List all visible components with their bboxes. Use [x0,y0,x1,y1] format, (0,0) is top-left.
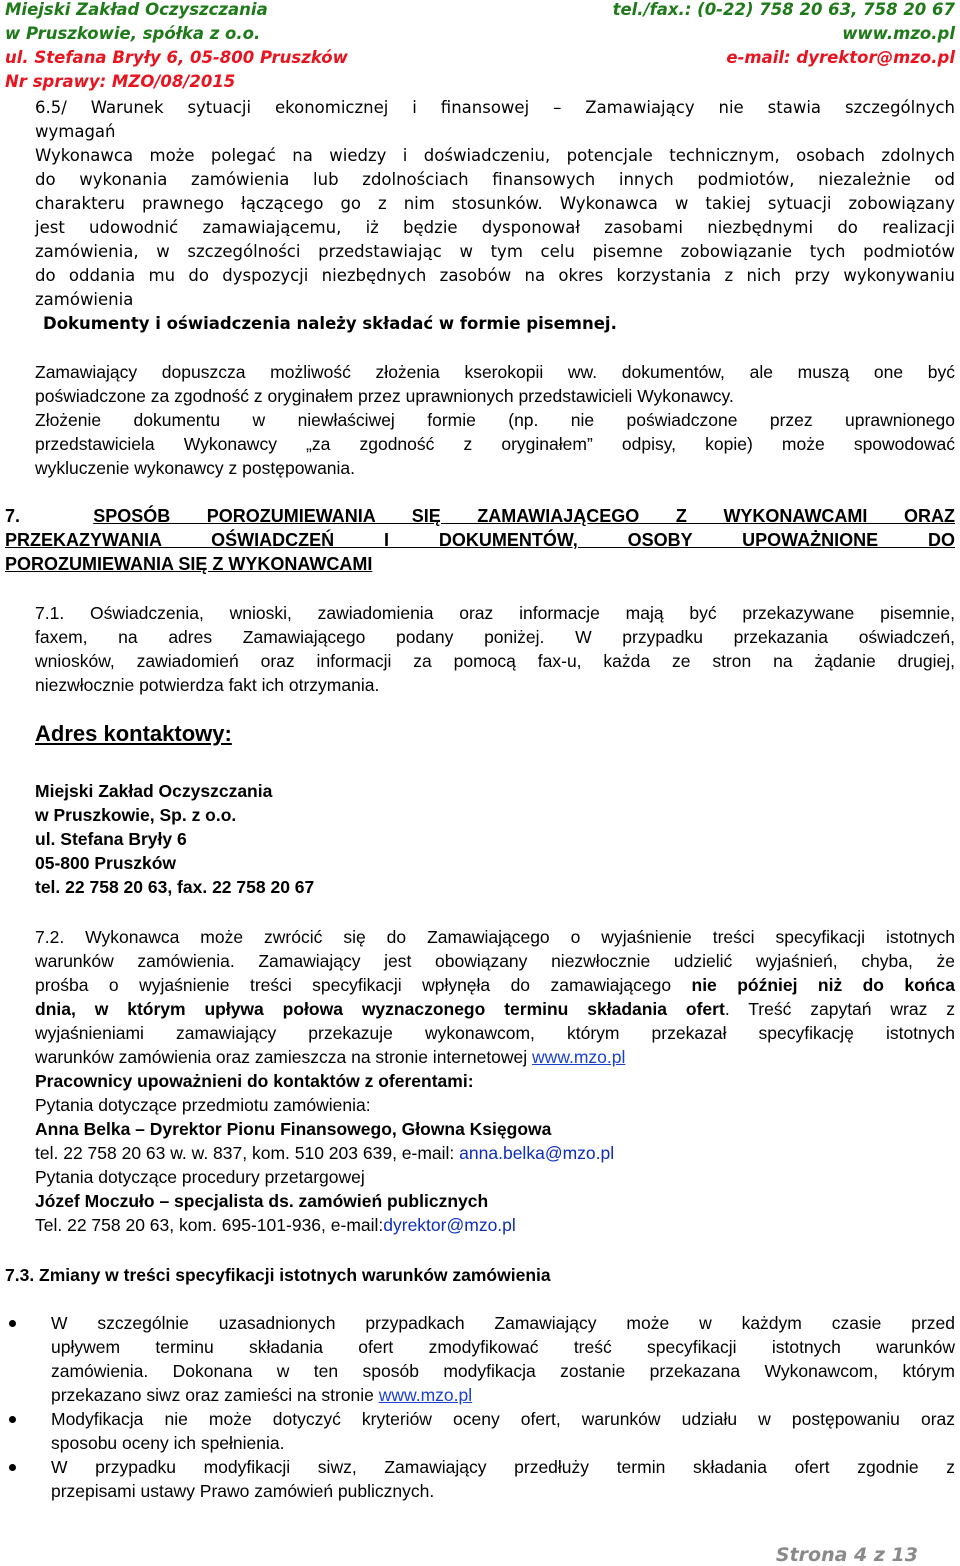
address-heading: Adres kontaktowy: [35,721,232,746]
section-title-line: PRZEKAZYWANIA OŚWIADCZEŃ I DOKUMENTÓW, OSOBY UPOWAŻNIONE DO [5,530,955,550]
list-line: zamówienia. Dokonana w ten sposób modyfikacja zostanie przekazana Wykonawcom, którym [51,1361,955,1381]
email-link[interactable] [383,1215,516,1235]
intro-line: 6.5/ Warunek sytuacji ekonomicznej i finansowej – Zamawiający nie stawia szczególnych [35,98,955,117]
email-link[interactable] [459,1143,614,1163]
paragraph-7-1 [35,601,955,697]
org-name: Miejski Zakład Oczyszczania [5,0,268,19]
phone-text: Tel. 22 758 20 63, kom. 695-101-936, e-mail: [35,1215,384,1235]
list-line: W szczególnie uzasadnionych przypadkach Zamawiający może w każdym czasie przed [51,1313,955,1333]
address-line: 05-800 Pruszków [35,853,177,873]
body-line: charakteru prawnego łączącego go z nim stosunków. Wykonawca w takiej sytuacji zobowiązany [35,194,955,213]
p71-line: niezwłocznie potwierdza fakt ich otrzymania. [35,675,380,695]
p71-line: 7.1. Oświadczenia, wnioski, zawiadomienia oraz informacje mają być przekazywane pisemnie, [35,603,955,623]
address-line: w Pruszkowie, Sp. z o.o. [35,805,237,825]
bullet-icon [9,1320,16,1327]
p71-line: faxem, na adres Zamawiającego podany poniżej. W przypadku przekazania oświadczeń, [35,627,955,647]
address-line: Miejski Zakład Oczyszczania [35,781,273,801]
email-part[interactable]: or@mzo.pl [430,1215,516,1235]
tel-fax: tel./fax.: (0-22) 758 20 63, 758 20 67 [612,0,955,19]
email-part[interactable]: @mzo.pl [544,1143,615,1163]
question-topic: Pytania dotyczące przedmiotu zamówienia: [35,1095,371,1115]
section-7-title [5,504,955,576]
paragraph-7-2 [35,925,955,1237]
p72-text: warunków zamówienia oraz zamieszcza na stronie internetowej [35,1047,533,1067]
body-line: do wykonania zamówienia lub zdolnościach finansowych innych podmiotów, niezależnie od [35,170,955,189]
p72-line: 7.2. Wykonawca może zwrócić się do Zamawiającego o wyjaśnienie treści specyfikacji istotnych [35,927,955,947]
email-part[interactable]: dyrekt [383,1215,431,1235]
list-item [5,1455,955,1503]
improper-line: Złożenie dokumentu w niewłaściwej formie (np. nie poświadczone przez uprawnionego [35,410,955,430]
copies-line: poświadczone za zgodność z oryginałem przez uprawnionych przedstawicieli Wykonawcy. [35,386,734,406]
contacts-heading: Pracownicy upoważnieni do kontaktów z oferentami: [35,1071,474,1091]
p72-line [35,997,955,1021]
p72-bold: dnia, w którym upływa połowa wyznaczonego terminu składania ofert [35,999,725,1019]
header-row-1 [5,0,955,20]
section-title-line: POROZUMIEWANIA SIĘ Z WYKONAWCAMI [5,554,373,574]
list-line: przepisami ustawy Prawo zamówień publicznych. [51,1481,435,1501]
list-item [5,1407,955,1455]
contact-person-phone [35,1141,955,1165]
website-link[interactable]: www.mzo.pl [378,1385,473,1405]
subsection-title: 7.3. Zmiany w treści specyfikacji istotnych warunków zamówienia [5,1265,551,1285]
section-6-5 [35,96,955,336]
email-part[interactable]: anna.belka [459,1143,545,1163]
p72-line: wyjaśnieniami zamawiający przekazuje wykonawcom, którym przekazał specyfikację istotnych [35,1023,955,1043]
p72-bold: nie później niż do końca [691,975,955,995]
section-7-3-title [5,1263,955,1287]
list-text: przekazano siwz oraz zamieści na stronie [51,1385,379,1405]
body-line: do oddania mu do dyspozycji niezbędnych zasobów na okres korzystania z nich przy wykonywaniu [35,266,955,285]
page-number: Strona 4 z 13 [775,1544,918,1566]
org-address: ul. Stefana Bryły 6, 05-800 Pruszków [5,48,348,67]
p72-text: prośba o wyjaśnienie treści specyfikacji wpłynęła do zamawiającego [35,975,692,995]
copies-line: Zamawiający dopuszcza możliwość złożenia kserokopii ww. dokumentów, ale muszą one być [35,362,955,382]
header-row-2 [5,24,955,44]
list-line: Modyfikacja nie może dotyczyć kryteriów oceny ofert, warunków udziału w postępowaniu oraz [51,1409,955,1429]
header-row-4 [5,72,955,92]
contact-person-phone [35,1213,955,1237]
section-number: 7. [5,506,21,526]
modification-list [5,1311,955,1503]
question-topic: Pytania dotyczące procedury przetargowej [35,1167,365,1187]
list-line: upływem terminu składania ofert zmodyfikować treść specyfikacji istotnych warunków [51,1337,955,1357]
body-line: jest udowodnić zamawiającemu, iż będzie dysponował zasobami niezbędnymi do realizacji [35,218,955,237]
p72-line [35,1045,955,1069]
list-line: W przypadku modyfikacji siwz, Zamawiający przedłuży termin składania ofert zgodnie z [51,1457,955,1477]
case-number: Nr sprawy: MZO/08/2015 [5,72,236,91]
improper-line: wykluczenie wykonawcy z postępowania. [35,458,356,478]
list-line [51,1383,955,1407]
list-item [5,1311,955,1407]
address-line: tel. 22 758 20 63, fax. 22 758 20 67 [35,877,315,897]
copies-paragraph [35,360,955,480]
website-link[interactable]: www.mzo.pl [532,1047,626,1067]
contact-person-name: Józef Moczuło – specjalista ds. zamówień publicznych [35,1191,489,1211]
phone-text: tel. 22 758 20 63 w. w. 837, kom. 510 203 639, e-mail: [35,1143,460,1163]
p71-line: wniosków, zawiadomień oraz informacji za pomocą fax-u, każda ze stron na żądanie drugiej, [35,651,955,671]
docs-statement: Dokumenty i oświadczenia należy składać w formie pisemnej. [43,314,617,333]
contact-person-name: Anna Belka – Dyrektor Pionu Finansowego, Głowna Księgowa [35,1119,552,1139]
bullet-icon [9,1416,16,1423]
body-line: zamówienia [35,290,134,309]
p72-line: warunków zamówienia. Zamawiający jest obowiązany niezwłocznie udzielić wyjaśnień, chyba, że [35,951,955,971]
www-link[interactable]: www.mzo.pl [842,24,955,43]
section-title-line: SPOSÓB POROZUMIEWANIA SIĘ ZAMAWIAJĄCEGO Z WYKONAWCAMI ORAZ [93,506,955,526]
body-line: Wykonawca może polegać na wiedzy i doświadczeniu, potencjale technicznym, osobach zdolnych [35,146,955,165]
address-line: ul. Stefana Bryły 6 [35,829,187,849]
intro-line: wymagań [35,122,116,141]
bullet-icon [9,1464,16,1471]
p72-text: . Treść zapytań wraz z [724,999,955,1019]
org-name-line2: w Pruszkowie, spółka z o.o. [5,24,261,43]
email-link[interactable]: e-mail: dyrektor@mzo.pl [726,48,955,67]
contact-address [35,779,955,899]
improper-line: przedstawiciela Wykonawcy „za zgodność z oryginałem” odpisy, kopie) może spowodować [35,434,955,454]
p72-line [35,973,955,997]
header-row-3 [5,48,955,68]
body-line: zamówienia, w szczególności przedstawiając w tym celu pisemne zobowiązanie tych podmiotów [35,242,955,261]
list-line: sposobu oceny ich spełnienia. [51,1433,285,1453]
